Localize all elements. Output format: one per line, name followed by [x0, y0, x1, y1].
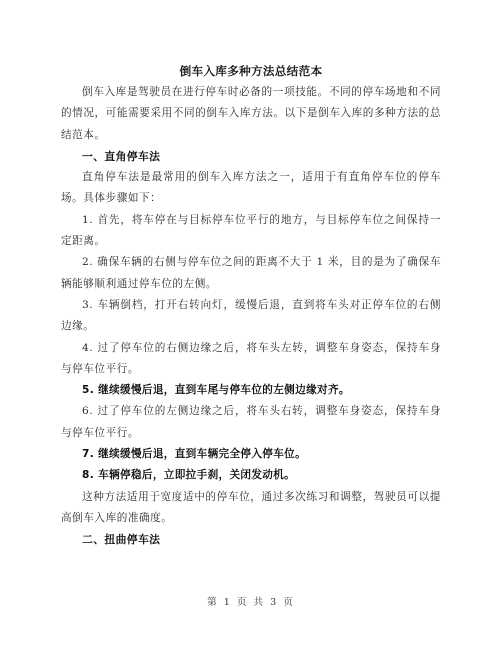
document-body [61, 61, 441, 551]
section-heading-twist: 二、扭曲停车法 [82, 533, 161, 547]
step-5: 5. 继续缓慢后退，直到车尾与停车位的左侧边缘对齐。 [82, 384, 350, 397]
document-title: 倒车入库多种方法总结范本 [179, 64, 323, 78]
intro-paragraph: 倒车入库是驾驶员在进行停车时必备的一项技能。不同的停车场地和不同的情况，可能需要采用不同的倒车入库方法。以下是倒车入库的多种方法的总结范本。 [61, 86, 441, 141]
step-1: 1. 首先，将车停在与目标停车位平行的地方，与目标停车位之间保持一定距离。 [61, 213, 441, 248]
step-2: 2. 确保车辆的右侧与停车位之间的距离不大于 1 米，目的是为了确保车辆能够顺利通过停车位的左侧。 [61, 256, 441, 290]
step-7: 7. 继续缓慢后退，直到车辆完全停入停车位。 [82, 448, 307, 461]
summary-paragraph: 这种方法适用于宽度适中的停车位，通过多次练习和调整，驾驶员可以提高倒车入库的准确度。 [61, 490, 441, 524]
step-4: 4. 过了停车位的右侧边缘之后，将车头左转，调整车身姿态，保持车身与停车位平行。 [61, 341, 441, 375]
section-intro-paragraph: 直角停车法是最常用的倒车入库方法之一，适用于有直角停车位的停车场。具体步骤如下： [61, 171, 441, 205]
step-8: 8. 车辆停稳后，立即拉手刹，关闭发动机。 [82, 469, 296, 482]
section-heading-right-angle: 一、直角停车法 [82, 149, 161, 163]
step-6: 6. 过了停车位的左侧边缘之后，将车头右转，调整车身姿态，保持车身与停车位平行。 [61, 405, 441, 439]
step-3: 3. 车辆倒档，打开右转向灯，缓慢后退，直到将车头对正停车位的右侧边缘。 [61, 298, 441, 333]
page-number-footer: 第 1 页 共 3 页 [207, 597, 295, 608]
